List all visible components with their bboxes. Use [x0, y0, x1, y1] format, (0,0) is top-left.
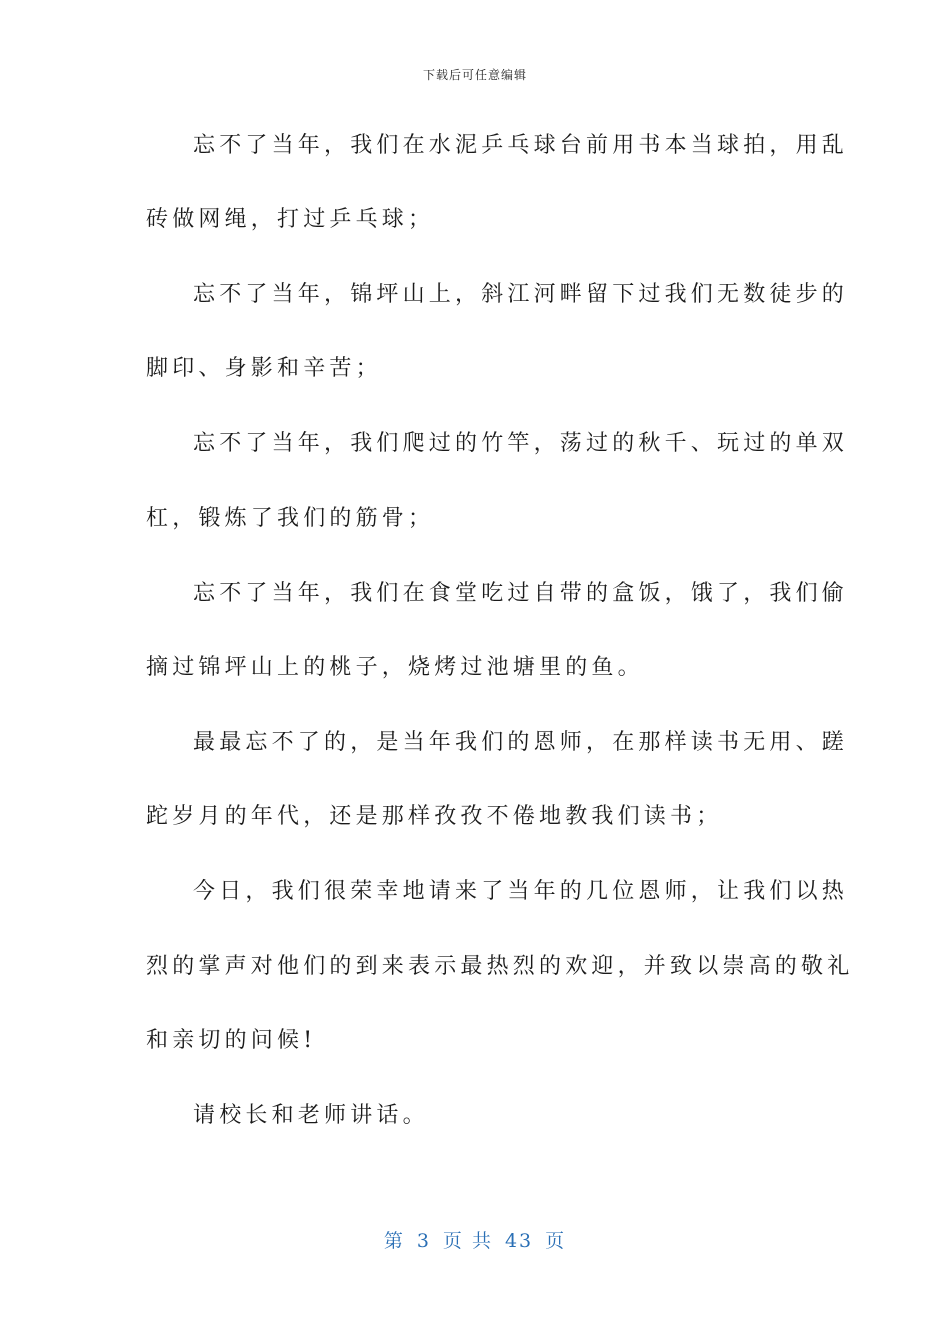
- footer-suffix: 页: [545, 1230, 567, 1252]
- paragraph-line: 跎岁月的年代，还是那样孜孜不倦地教我们读书；: [146, 804, 723, 829]
- paragraph-line: 烈的掌声对他们的到来表示最热烈的欢迎，并致以崇高的敬礼: [146, 954, 854, 979]
- total-pages: 43: [504, 1230, 534, 1252]
- paragraph-line: 今日，我们很荣幸地请来了当年的几位恩师，让我们以热: [193, 879, 849, 904]
- page-number: 3: [416, 1230, 431, 1252]
- paragraph-line: 请校长和老师讲话。: [193, 1103, 429, 1128]
- paragraph-line: 忘不了当年，我们爬过的竹竿，荡过的秋千、玩过的单双: [193, 431, 849, 456]
- footer-prefix: 第: [383, 1230, 405, 1252]
- paragraph-line: 摘过锦坪山上的桃子，烧烤过池塘里的鱼。: [146, 655, 644, 680]
- paragraph-line: 忘不了当年，我们在食堂吃过自带的盒饭，饿了，我们偷: [193, 581, 849, 606]
- paragraph-line: 和亲切的问候!: [146, 1028, 317, 1053]
- paragraph-line: 砖做网绳，打过乒乓球；: [146, 207, 435, 232]
- paragraph-line: 脚印、身影和辛苦；: [146, 356, 382, 381]
- page-header: 下载后可任意编辑: [422, 68, 527, 82]
- paragraph-line: 最最忘不了的，是当年我们的恩师，在那样读书无用、蹉: [193, 730, 849, 755]
- page-footer: [0, 1226, 950, 1253]
- paragraph-line: 杠，锻炼了我们的筋骨；: [146, 506, 435, 531]
- paragraph-line: 忘不了当年，我们在水泥乒乓球台前用书本当球拍，用乱: [193, 133, 849, 158]
- paragraph-line: 忘不了当年，锦坪山上，斜江河畔留下过我们无数徒步的: [193, 282, 849, 307]
- footer-middle: 页 共: [442, 1230, 493, 1252]
